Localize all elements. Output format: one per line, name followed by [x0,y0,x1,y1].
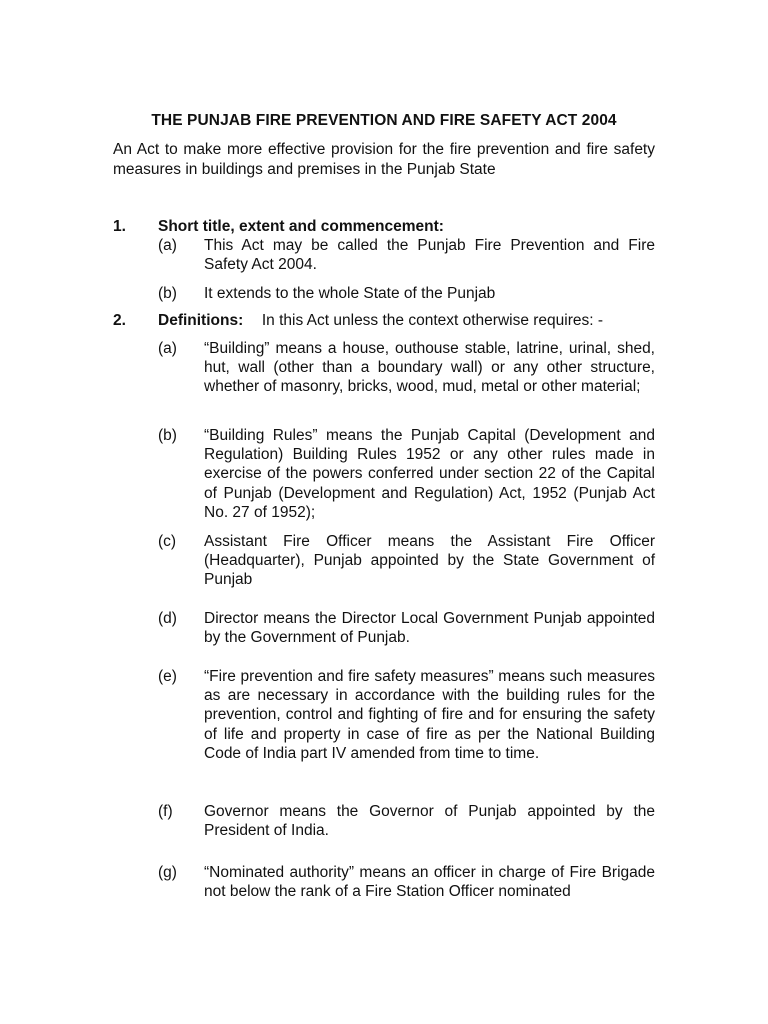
clause-label: (f) [158,803,173,820]
definition-text: Assistant Fire Officer means the Assistant Fire Officer (Headquarter), Punjab appointed by the State Government of Punjab [204,533,655,589]
document-title: THE PUNJAB FIRE PREVENTION AND FIRE SAFETY ACT 2004 [151,112,617,129]
definition-item [158,339,655,419]
clause-label: (g) [158,864,177,881]
clause-label: (b) [158,427,177,444]
definition-item [158,667,655,785]
clause-text: This Act may be called the Punjab Fire Prevention and Fire Safety Act 2004. [204,237,655,274]
clause-label: (a) [158,340,177,357]
definition-item [158,863,655,903]
section-number: 1. [113,218,126,235]
definition-item [158,609,655,649]
clause-label: (b) [158,285,177,302]
clause-item [158,236,655,276]
definition-item [158,426,655,524]
clause-label: (c) [158,533,177,550]
definition-item [158,802,655,842]
clause-label: (d) [158,610,177,627]
section-heading [158,217,655,237]
definition-text: Governor means the Governor of Punjab appointed by the President of India. [204,803,655,840]
clause-label: (e) [158,668,177,685]
definition-text: “Fire prevention and fire safety measures” means such measures as are necessary in accordance with the building rules for the prevention, control and fighting of fire and for ensuring the safety of life and property in case of fire as per the National Building Code of India part IV amended from time to time. [204,668,655,762]
definition-text: Director means the Director Local Government Punjab appointed by the Government of Punjab. [204,610,655,647]
definition-text: “Building Rules” means the Punjab Capital (Development and Regulation) Building Rules 1952 or any other rules made in exercise of the powers conferred under section 22 of the Capital of Punjab (Development and Regulation) Act, 1952 (Punjab Act No. 27 of 1952); [204,427,655,521]
act-preamble: An Act to make more effective provision for the fire prevention and fire safety measures in buildings and premises in the Punjab State [113,141,655,178]
definition-text: “Building” means a house, outhouse stable, latrine, urinal, shed, hut, wall (other than a boundary wall) or any other structure, whether of masonry, bricks, wood, mud, metal or other material; [204,340,655,396]
clause-item [158,284,655,304]
clause-text: It extends to the whole State of the Punjab [204,285,496,302]
section-lead-text: In this Act unless the context otherwise requires: - [261,312,604,329]
section-heading [158,311,655,331]
section-number: 2. [113,312,126,329]
section-title: Short title, extent and commencement: [158,218,444,235]
definition-text: “Nominated authority” means an officer in charge of Fire Brigade not below the rank of a Fire Station Officer nominated [204,864,655,901]
definition-item [158,532,655,592]
section-title: Definitions: [158,312,244,329]
clause-label: (a) [158,237,177,254]
